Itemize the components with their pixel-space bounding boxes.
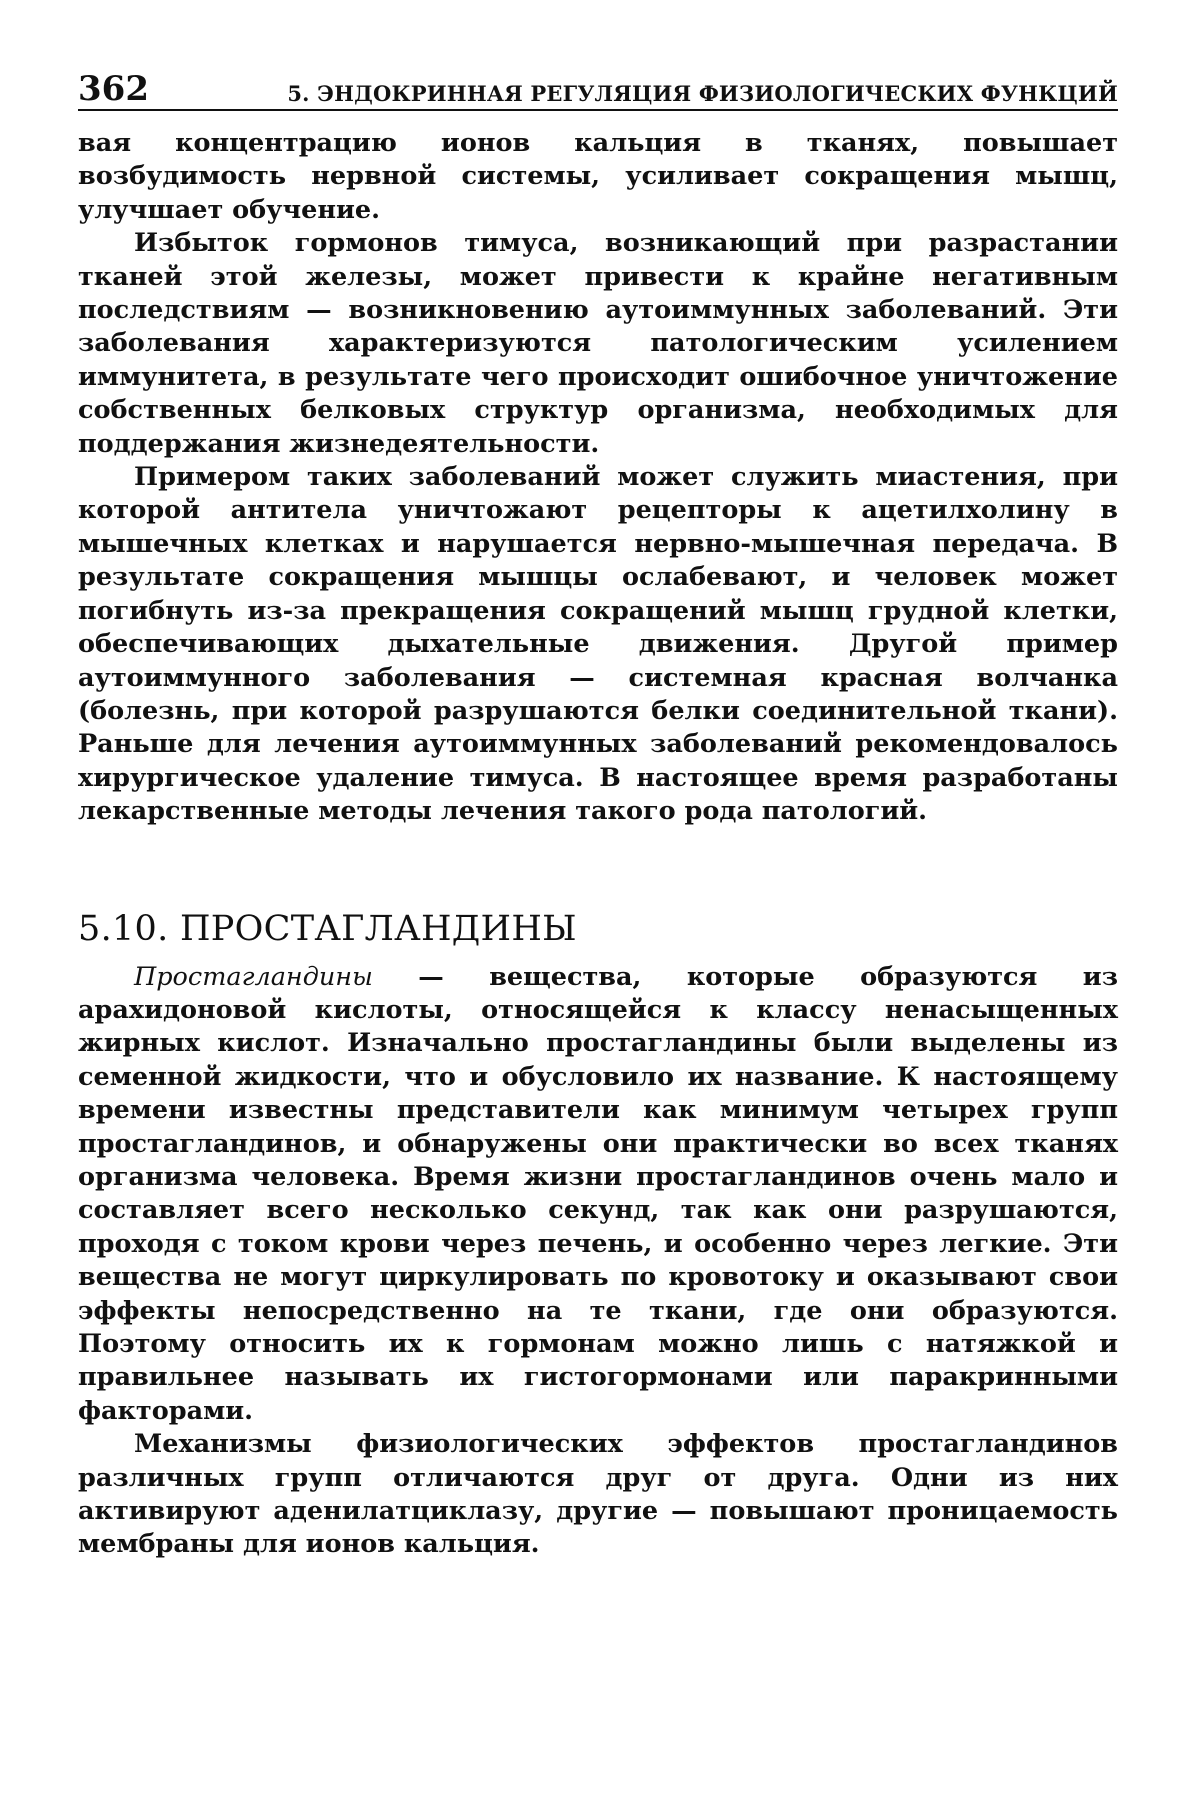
book-page bbox=[78, 62, 1118, 1562]
paragraph-thymus-excess: Избыток гормонов тимуса, возникающий при разрастании тканей этой железы, может привести к крайне негативным последствиям — возникновению аутоиммунных заболеваний. Эти заболевания характеризуются патологическим усилением иммунитета, в результате чего происходит ошибочное уничтожение собственных белковых структур организма, необходимых для поддержания жизнедеятельности. bbox=[78, 228, 1118, 459]
paragraph-autoimmune-examples: Примером таких заболеваний может служить миастения, при которой антитела уничтожают рецепторы к ацетилхолину в мышечных клетках и нарушается нервно-мышечная передача. В результате сокращения мышцы ослабевают, и человек может погибнуть из-за прекращения сокращений мышц грудной клетки, обеспечивающих дыхательные движения. Другой пример аутоиммунного заболевания — системная красная волчанка (болезнь, при которой разрушаются белки соединительной ткани). Раньше для лечения аутоиммунных заболеваний рекомендовалось хирургическое удаление тимуса. В настоящее время разработаны лекарственные методы лечения такого рода патологий. bbox=[78, 462, 1118, 827]
running-header bbox=[78, 62, 1118, 111]
definition-text: — вещества, которые образуются из арахидоновой кислоты, относящейся к классу ненасыщенных жирных кислот. Изначально простагландины были выделены из семенной жидкости, что и обусловило их название. К настоящему времени известны представители как минимум четырех групп простагландинов, и обнаружены они практически во всех тканях организма человека. Время жизни простагландинов очень мало и составляет всего несколько секунд, так как они разрушаются, проходя с током крови через печень, и особенно через легкие. Эти вещества не могут циркулировать по кровотоку и оказывают свои эффекты непосредственно на те ткани, где они образуются. Поэтому относить их к гормонам можно лишь с натяжкой и правильнее называть их гистогормонами или паракринными факторами. bbox=[78, 961, 1118, 1426]
term-prostaglandins: Простагландины bbox=[134, 961, 373, 992]
section-heading: 5.10. ПРОСТАГЛАНДИНЫ bbox=[78, 908, 577, 949]
chapter-title: 5. ЭНДОКРИННАЯ РЕГУЛЯЦИЯ ФИЗИОЛОГИЧЕСКИХ ФУНКЦИЙ bbox=[287, 81, 1118, 106]
page-number: 362 bbox=[78, 69, 149, 109]
paragraph-continuation: вая концентрацию ионов кальция в тканях, повышает возбудимость нервной системы, усиливает сокращения мышц, улучшает обучение. bbox=[78, 128, 1118, 225]
body-text bbox=[78, 127, 1118, 1562]
paragraph-mechanisms: Механизмы физиологических эффектов простагландинов различных групп отличаются друг от друга. Одни из них активируют аденилатциклазу, другие — повышают проницаемость мембраны для ионов кальция. bbox=[78, 1429, 1118, 1560]
paragraph-prostaglandins-definition bbox=[78, 961, 1118, 1429]
